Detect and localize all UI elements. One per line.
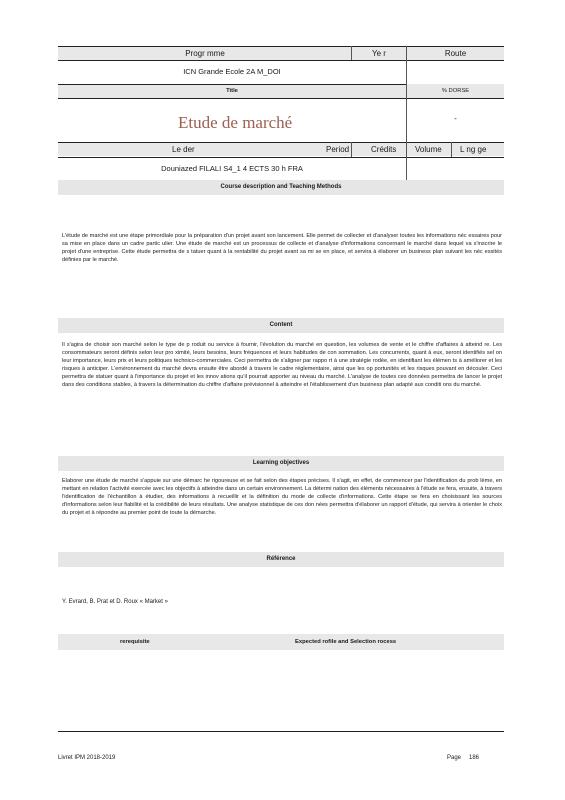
dorse-label: % DORSE — [441, 88, 470, 94]
column-divider — [351, 142, 352, 157]
course-title: Etude de marché — [178, 113, 293, 132]
reference-heading: Référence — [58, 552, 504, 567]
objectives-text: Elaborer une étude de marché s'appuie sur une démarc he rigoureuse et se fait selon des étapes précises. Il s'agit, en effet, de commencer par l'identification du prob lème, en mettant en relation l'activité exercée avec les objectifs à atteindre dans un certain environnement. La détermi nation des éléments nécessaires à l'étude se fera, ensuite, à travers l'identification de l'échantillon à étudier, des informations à recueillir et la définition du mode de collecte d'informations. Cette étape se fera en choisissant les sources d'informations selon leur fiabilité et la crédibilité de leurs résultats. Une analyse statistique de ces don nées permettra d'élaborer un rapport d'étude, qui servira à orienter le choix du projet et à répondre au premier point de toute la démarche. — [62, 478, 502, 517]
table-rule — [58, 142, 504, 143]
footer-left-text: Livret IPM 2018-2019 — [58, 755, 116, 761]
leader-label: Le der — [172, 145, 195, 154]
year-label: Ye r — [372, 49, 386, 58]
table-rule — [58, 157, 504, 158]
route-label: Route — [444, 49, 467, 58]
description-heading: Course description and Teaching Methods — [58, 180, 504, 195]
content-heading: Content — [58, 318, 504, 333]
prerequisite-label: rerequisite — [120, 639, 150, 645]
volume-label: Volume — [415, 145, 442, 154]
programme-label: Progr mme — [185, 49, 225, 58]
page-label: Page — [447, 755, 462, 761]
table-rule — [58, 60, 504, 61]
table-rule — [58, 98, 504, 99]
reference-text: Y. Evrard, B. Prat et D. Roux « Market » — [62, 599, 168, 605]
credits-label: Crédits — [371, 145, 397, 154]
content-text: Il s'agira de choisir son marché selon le type de p roduit ou service à fournir, l'évolution du marché en question, les volumes de vente et le chiffre d'affaires à atteind re. Les consommateurs seront définis selon leur pro ximité, leurs besoins, leurs fréquences et leurs habitudes de con sommation. Les concurrents, quant à eux, seront identifiés sel on leur importance, leurs prix et leurs politiques technico-commerciales. Ceci permettra de s'aligner par rappo rt à une stratégie rodée, en identifiant les élémen ts à améliorer et les risques à anticiper. L'environnement du marché devra ensuite être abordé à travers le cadre réglementaire, ainsi que les op portunités et les risques pouvant en découler. Ceci permettra de statuer quant à l'importance du projet et les innov ations qu'il pourrait apporter au niveau du marché. L'analyse de toutes ces données permettra de lancer le projet dans des conditions stables, à travers la détermination du chiffre d'affaire prévisionnel à atteindre et l'établissement d'un business plan adapté aux conditi ons du marché. — [62, 342, 502, 389]
dorse-value: - — [454, 114, 457, 123]
column-divider — [451, 142, 452, 157]
objectives-heading: Learning objectives — [58, 456, 504, 471]
language-label: L ng ge — [460, 145, 487, 154]
description-text: L'étude de marché est une étape primordiale pour la préparation d'un projet avant son lancement. Elle permet de collecter et d'analyser toutes les informations néc essaires pour sa mise en place dans un cadre partic ulier. Une étude de marché est un processus de collecte et d'analyse d'informations concernant le marché dans lequel va s'inscrire le projet d'une entreprise. Cette étude permettra de s tatuer quant à la rentabilité du projet avant sa mi se en place, et servira à élaborer un business plan suivant les néc essités définies par le marché. — [62, 233, 502, 264]
footer-rule — [58, 731, 504, 732]
page-number: 186 — [469, 755, 480, 761]
programme-value: ICN Grande Ecole 2A M_DOI — [183, 67, 281, 76]
leader-value: Douniazed FILALI S4_1 4 ECTS 30 h FRA — [161, 164, 303, 173]
period-label: Period — [326, 145, 350, 154]
expected-profile-label: Expected rofile and Selection rocess — [295, 639, 397, 645]
title-label: Title — [226, 88, 238, 94]
table-border-top — [58, 46, 504, 47]
